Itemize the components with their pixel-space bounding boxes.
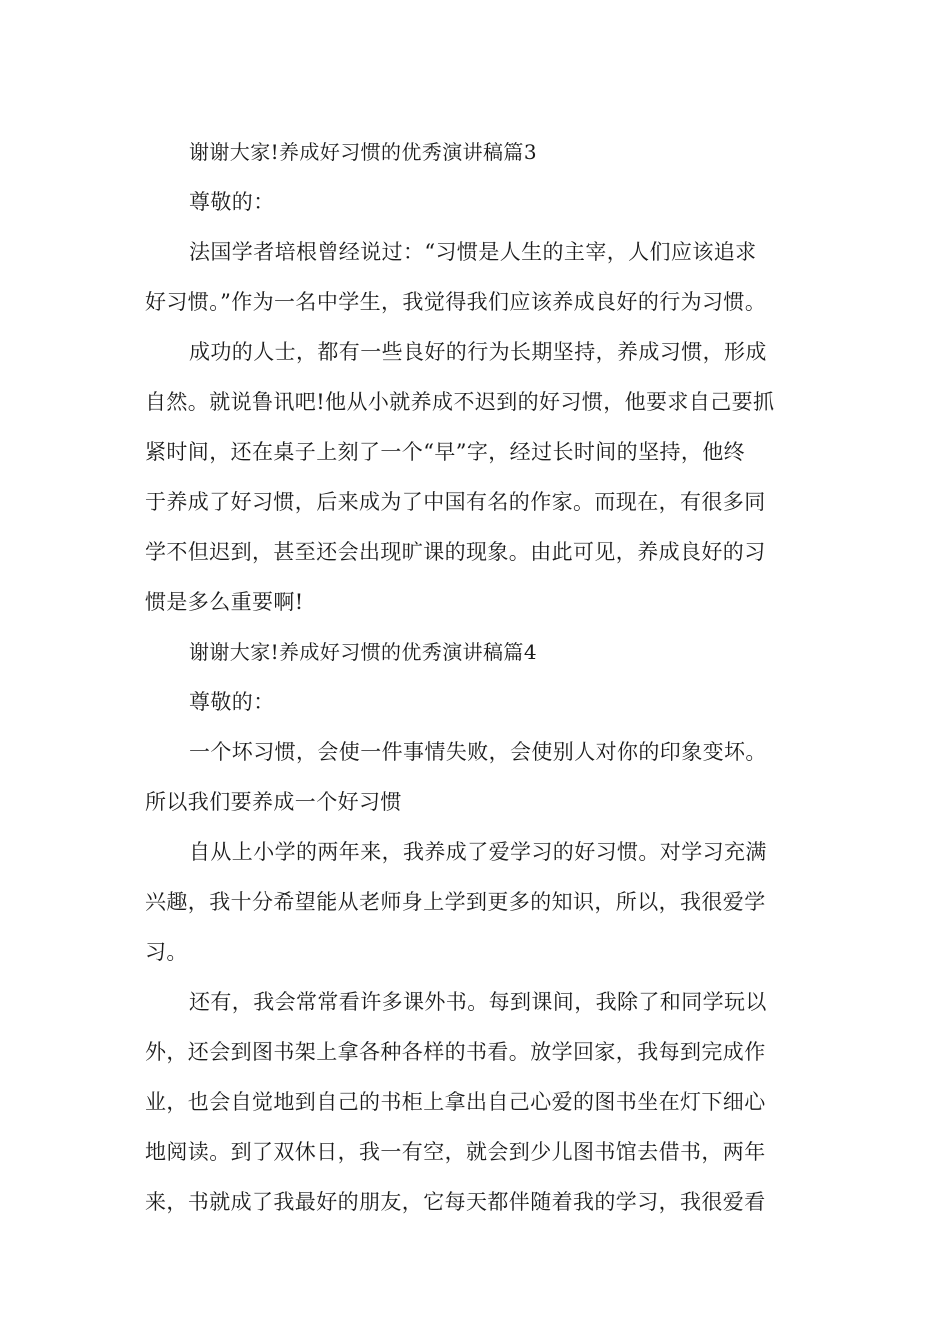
text-line: 一个坏习惯，会使一件事情失败，会使别人对你的印象变坏。 bbox=[189, 740, 767, 764]
text-line: 习。 bbox=[145, 940, 188, 964]
section-heading-3: 谢谢大家!养成好习惯的优秀演讲稿篇3 bbox=[189, 140, 537, 164]
salutation-3: 尊敬的： bbox=[189, 190, 275, 214]
text-line: 外，还会到图书架上拿各种各样的书看。放学回家，我每到完成作 bbox=[145, 1040, 766, 1064]
document-body bbox=[145, 127, 810, 1227]
text-line: 业，也会自觉地到自己的书柜上拿出自己心爱的图书坐在灯下细心 bbox=[145, 1090, 766, 1114]
text-line: 好习惯。”作为一名中学生，我觉得我们应该养成良好的行为习惯。 bbox=[145, 290, 767, 314]
text-line: 自从上小学的两年来，我养成了爱学习的好习惯。对学习充满 bbox=[189, 840, 767, 864]
text-line: 成功的人士，都有一些良好的行为长期坚持，养成习惯，形成 bbox=[189, 340, 767, 364]
text-line: 法国学者培根曾经说过：“习惯是人生的主宰，人们应该追求 bbox=[189, 240, 757, 264]
text-line: 自然。就说鲁讯吧!他从小就养成不迟到的好习惯，他要求自己要抓 bbox=[145, 390, 775, 414]
text-line: 紧时间，还在桌子上刻了一个“早”字，经过长时间的坚持，他终 bbox=[145, 440, 746, 464]
text-line: 兴趣，我十分希望能从老师身上学到更多的知识，所以，我很爱学 bbox=[145, 890, 766, 914]
text-line: 地阅读。到了双休日，我一有空，就会到少儿图书馆去借书，两年 bbox=[145, 1140, 766, 1164]
text-line: 所以我们要养成一个好习惯 bbox=[145, 790, 402, 814]
text-line: 来，书就成了我最好的朋友，它每天都伴随着我的学习，我很爱看 bbox=[145, 1190, 766, 1214]
text-line: 还有，我会常常看许多课外书。每到课间，我除了和同学玩以 bbox=[189, 990, 767, 1014]
salutation-4: 尊敬的： bbox=[189, 690, 275, 714]
text-line: 学不但迟到，甚至还会出现旷课的现象。由此可见，养成良好的习 bbox=[145, 540, 766, 564]
section-heading-4: 谢谢大家!养成好习惯的优秀演讲稿篇4 bbox=[189, 640, 537, 664]
text-line: 于养成了好习惯，后来成为了中国有名的作家。而现在，有很多同 bbox=[145, 490, 766, 514]
text-line: 惯是多么重要啊! bbox=[145, 590, 304, 614]
